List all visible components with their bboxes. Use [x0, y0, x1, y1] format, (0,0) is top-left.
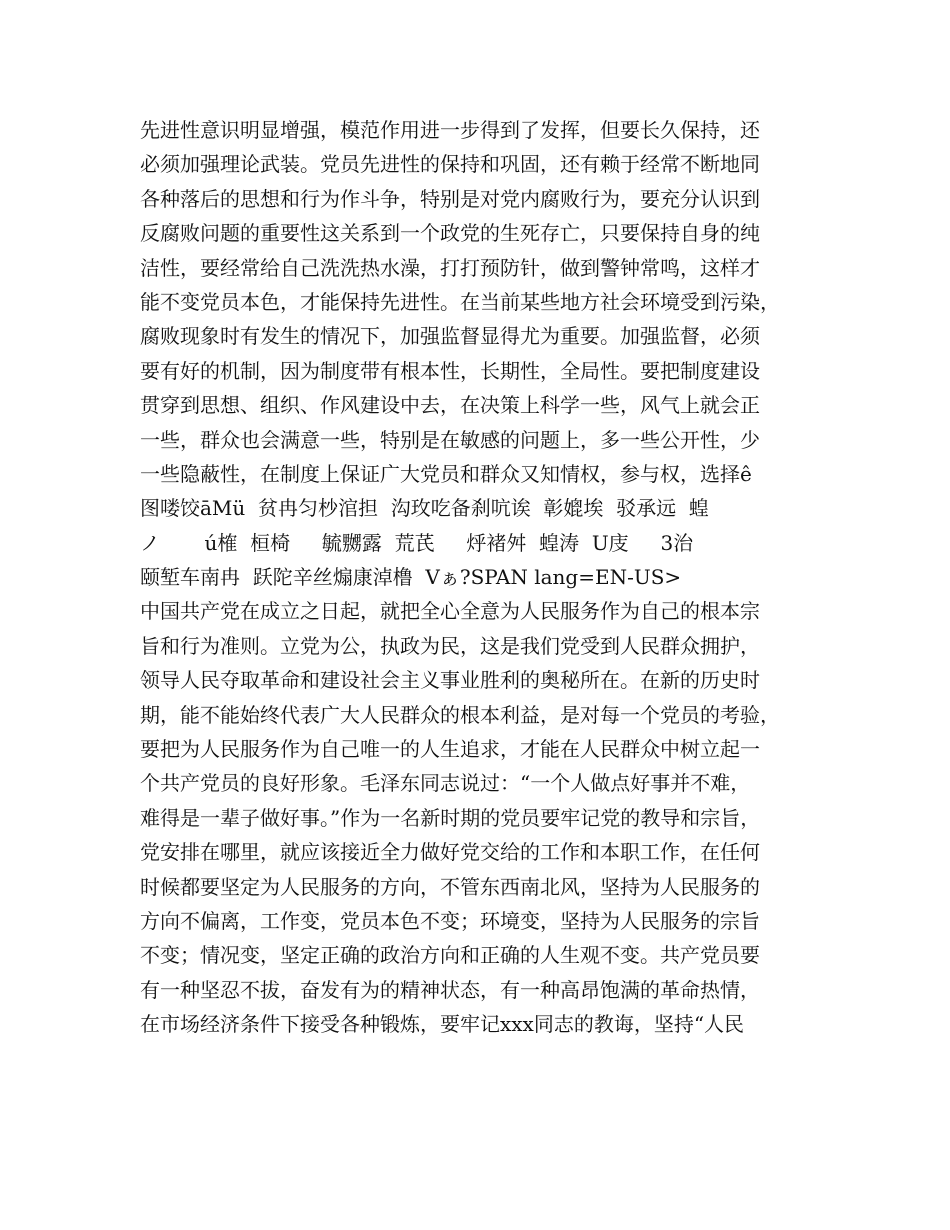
text-line: 期，能不能始终代表广大人民群众的根本利益，是对每一个党员的考验，: [140, 702, 780, 727]
text-line: 先进性意识明显增强，模范作用进一步得到了发挥，但要长久保持，还: [140, 118, 760, 142]
text-line: 中国共产党在成立之日起，就把全心全意为人民服务作为自己的根本宗: [140, 599, 760, 624]
text-line: 颐堑车南冉 跃陀辛丝煽康淖橹 Vぁ?SPAN lang=EN-US>: [140, 565, 682, 590]
text-line: 难得是一辈子做好事。”作为一名新时期的党员要牢记党的教导和宗旨，: [140, 805, 761, 830]
text-line: 要把为人民服务作为自己唯一的人生追求，才能在人民群众中树立起一: [140, 737, 760, 762]
text-line: 一些，群众也会满意一些，特别是在敏感的问题上，多一些公开性，少: [140, 427, 760, 452]
text-line: 时候都要坚定为人民服务的方向，不管东西南北风，坚持为人民服务的: [140, 874, 760, 899]
text-line: 要有好的机制，因为制度带有根本性，长期性，全局性。要把制度建设: [140, 358, 760, 383]
text-line: 洁性，要经常给自己洗洗热水澡，打打预防针，做到警钟常鸣，这样才: [140, 255, 760, 280]
text-line: 图喽饺āMü 贫冉匀杪涫担 沟玫吃备刹吭诶 彰媲埃 驳承远 蝗: [140, 496, 709, 521]
text-line: 党安排在哪里，就应该接近全力做好党交给的工作和本职工作，在任何: [140, 840, 760, 865]
text-line: 必须加强理论武装。党员先进性的保持和巩固，还有赖于经常不断地同: [140, 152, 760, 177]
text-line: 方向不偏离，工作变，党员本色不变；环境变，坚持为人民服务的宗旨: [140, 908, 760, 933]
text-line: 能不变党员本色，才能保持先进性。在当前某些地方社会环境受到污染，: [140, 289, 780, 314]
text-line: 贯穿到思想、组织、作风建设中去，在决策上科学一些，风气上就会正: [140, 393, 760, 418]
text-line: 领导人民夺取革命和建设社会主义事业胜利的奥秘所在。在新的历史时: [140, 668, 760, 693]
text-line: 有一种坚忍不拔，奋发有为的精神状态，有一种高昂饱满的革命热情，: [140, 977, 760, 1002]
text-line: 在市场经济条件下接受各种锻炼，要牢记xxx同志的教诲，坚持“人民: [140, 1012, 745, 1037]
text-line: ノ ú榷 桓椅 毓嬲露 荒芪 烀褚舛 蝗涛 U庋 3治: [140, 530, 694, 555]
text-line: 个共产党员的良好形象。毛泽东同志说过：“一个人做点好事并不难，: [140, 771, 751, 796]
text-line: 腐败现象时有发生的情况下，加强监督显得尤为重要。加强监督，必须: [140, 324, 760, 349]
text-line: 不变；情况变，坚定正确的政治方向和正确的人生观不变。共产党员要: [140, 943, 760, 968]
text-line: 旨和行为准则。立党为公，执政为民，这是我们党受到人民群众拥护，: [140, 633, 760, 658]
document-body: [140, 113, 830, 1042]
text-line: 一些隐蔽性，在制度上保证广大党员和群众又知情权，参与权，选择ê: [140, 461, 752, 486]
text-line: 反腐败问题的重要性这关系到一个政党的生死存亡，只要保持自身的纯: [140, 221, 760, 246]
text-line: 各种落后的思想和行为作斗争，特别是对党内腐败行为，要充分认识到: [140, 186, 760, 211]
